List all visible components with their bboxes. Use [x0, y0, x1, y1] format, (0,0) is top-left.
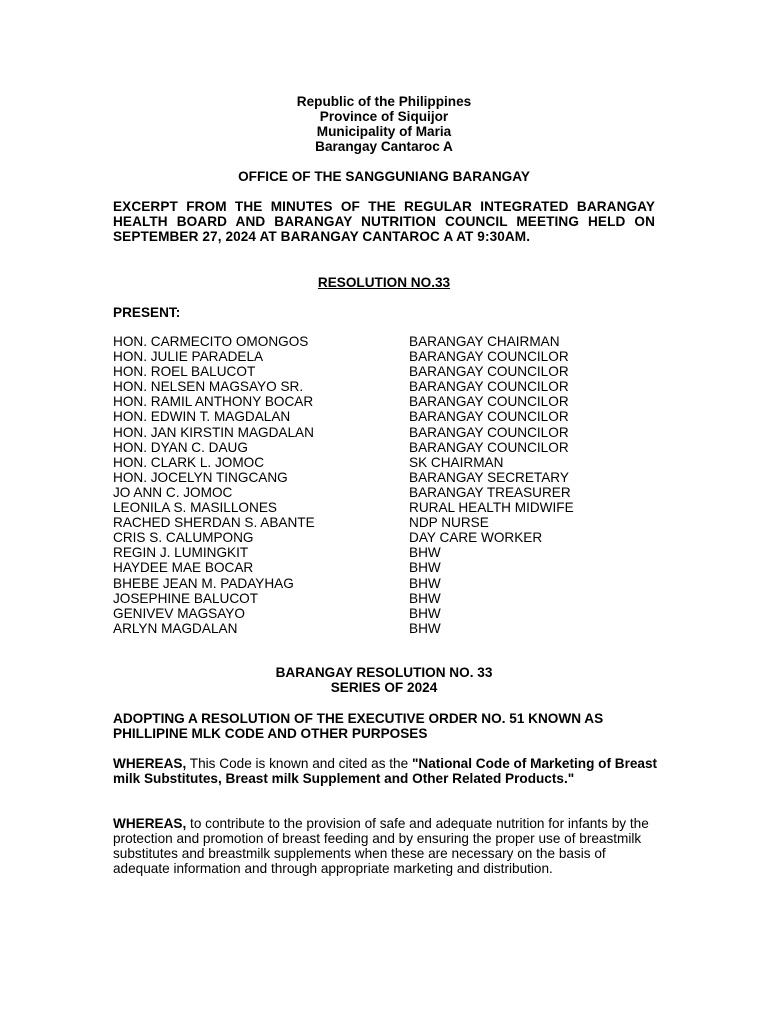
attendee-role: BARANGAY COUNCILOR — [409, 394, 569, 410]
attendee-name: REGIN J. LUMINGKIT — [113, 545, 249, 561]
resolution-number: RESOLUTION NO.33 — [317, 275, 451, 290]
attendee-role: BARANGAY SECRETARY — [409, 469, 569, 485]
attendee-row — [113, 621, 673, 636]
whereas-clause-2 — [113, 816, 658, 876]
attendee-list — [113, 334, 673, 636]
attendee-role: BARANGAY COUNCILOR — [409, 364, 569, 380]
attendee-name: HON. EDWIN T. MAGDALAN — [113, 409, 291, 425]
attendee-role: BARANGAY TREASURER — [409, 484, 571, 500]
attendee-role: BHW — [409, 590, 441, 606]
attendee-name: LEONILA S. MASILLONES — [113, 500, 277, 516]
office-title: OFFICE OF THE SANGGUNIANG BARANGAY — [238, 169, 530, 184]
attendee-row — [113, 455, 673, 470]
attendee-role: SK CHAIRMAN — [409, 454, 504, 470]
attendee-role: BHW — [409, 605, 441, 621]
attendee-row — [113, 334, 673, 349]
attendee-row — [113, 515, 673, 530]
attendee-row — [113, 349, 673, 364]
attendee-role: BHW — [409, 560, 441, 576]
header-province: Province of Siquijor — [319, 109, 449, 124]
attendee-row — [113, 545, 673, 560]
attendee-name: HON. RAMIL ANTHONY BOCAR — [113, 394, 314, 410]
attendee-name: HON. DYAN C. DAUG — [113, 439, 248, 455]
attendee-role: BARANGAY COUNCILOR — [409, 439, 569, 455]
attendee-role: BARANGAY COUNCILOR — [409, 349, 569, 365]
attendee-row — [113, 530, 673, 545]
attendee-name: BHEBE JEAN M. PADAYHAG — [113, 575, 294, 591]
attendee-name: HON. CLARK L. JOMOC — [113, 454, 265, 470]
resolution-title-line: BARANGAY RESOLUTION NO. 33 — [275, 665, 493, 680]
attendee-name: JOSEPHINE BALUCOT — [113, 590, 259, 606]
attendee-role: BHW — [409, 620, 441, 636]
excerpt-paragraph: EXCERPT FROM THE MINUTES OF THE REGULAR INTEGRATED BARANGAY HEALTH BOARD AND BARANGAY NUTRITION COUNCIL MEETING HELD ON SEPTEMBER 27, 2024 AT BARANGAY CANTAROC A AT 9:30AM. — [113, 199, 655, 245]
attendee-name: GENIVEV MAGSAYO — [113, 605, 245, 621]
header-republic: Republic of the Philippines — [296, 94, 472, 109]
attendee-row — [113, 560, 673, 575]
attendee-row — [113, 409, 673, 424]
attendee-name: HON. CARMECITO OMONGOS — [113, 334, 309, 349]
attendee-name: HON. JULIE PARADELA — [113, 349, 264, 365]
attendee-row — [113, 485, 673, 500]
attendee-role: BARANGAY COUNCILOR — [409, 409, 569, 425]
attendee-name: HON. NELSEN MAGSAYO SR. — [113, 379, 304, 395]
whereas-label: WHEREAS, — [113, 816, 187, 831]
attendee-role: BHW — [409, 545, 441, 561]
attendee-row — [113, 394, 673, 409]
attendee-name: HON. JAN KIRSTIN MAGDALAN — [113, 424, 314, 440]
resolution-series-line: SERIES OF 2024 — [330, 680, 438, 695]
attendee-row — [113, 500, 673, 515]
barangay-resolution-title — [0, 665, 768, 695]
attendee-name: ARLYN MAGDALAN — [113, 620, 238, 636]
attendee-name: HON. ROEL BALUCOT — [113, 364, 256, 380]
code-title-quote: "National Code of Marketing of Breast milk Substitutes, Breast milk Supplement and Other Related Products." — [113, 756, 658, 786]
header-municipality: Municipality of Maria — [316, 124, 452, 139]
whereas-label: WHEREAS, — [113, 756, 187, 771]
attendee-role: BARANGAY COUNCILOR — [409, 379, 569, 395]
attendee-row — [113, 606, 673, 621]
attendee-row — [113, 440, 673, 455]
document-header — [0, 94, 768, 154]
attendee-name: JO ANN C. JOMOC — [113, 484, 233, 500]
attendee-name: HON. JOCELYN TINGCANG — [113, 469, 288, 485]
adopting-heading: ADOPTING A RESOLUTION OF THE EXECUTIVE ORDER NO. 51 KNOWN AS PHILLIPINE MLK CODE AND OTHER PURPOSES — [113, 711, 604, 741]
attendee-name: HAYDEE MAE BOCAR — [113, 560, 254, 576]
header-barangay: Barangay Cantaroc A — [315, 139, 453, 154]
whereas-clause-1 — [113, 756, 658, 786]
attendee-name: CRIS S. CALUMPONG — [113, 530, 254, 546]
whereas-text: to contribute to the provision of safe and adequate nutrition for infants by the protection and promotion of breast feeding and by ensuring the proper use of breastmilk substitutes and breastmilk supplements when these are necessary on the basis of adequate information and through appropriate marketing and distribution. — [113, 816, 649, 876]
attendee-row — [113, 364, 673, 379]
attendee-role: BARANGAY CHAIRMAN — [409, 334, 560, 349]
attendee-row — [113, 470, 673, 485]
attendee-role: BHW — [409, 575, 441, 591]
attendee-row — [113, 591, 673, 606]
attendee-row — [113, 576, 673, 591]
attendee-row — [113, 425, 673, 440]
attendee-name: RACHED SHERDAN S. ABANTE — [113, 515, 315, 531]
whereas-text: This Code is known and cited as the — [186, 756, 412, 771]
attendee-role: DAY CARE WORKER — [409, 530, 543, 546]
attendee-role: BARANGAY COUNCILOR — [409, 424, 569, 440]
attendee-role: RURAL HEALTH MIDWIFE — [409, 500, 574, 516]
attendee-row — [113, 379, 673, 394]
attendee-role: NDP NURSE — [409, 515, 489, 531]
present-label: PRESENT: — [113, 305, 181, 320]
